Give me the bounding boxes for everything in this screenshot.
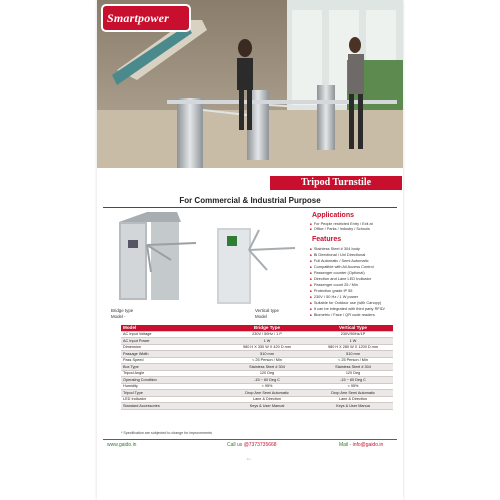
- applications-title: Applications: [312, 212, 355, 219]
- product-subtitle: For Commercial & Industrial Purpose: [179, 196, 321, 205]
- bridge-value: < 95%: [221, 383, 313, 390]
- row-label: Humidity: [121, 383, 221, 390]
- application-item: ■ For People restricted Entry / Exit at: [310, 222, 402, 227]
- divider: [103, 207, 397, 208]
- features-title: Features: [312, 236, 342, 243]
- bridge-turnstile-image: [111, 210, 201, 306]
- row-label: Standard Accessories: [121, 403, 221, 410]
- feature-item: ■ It can be integrated with third party RFID/: [310, 306, 402, 311]
- bridge-value: Keys & User Manual: [221, 403, 313, 410]
- row-label: AC Input Voltage: [121, 331, 221, 338]
- bridge-value: 510 mm: [221, 351, 313, 358]
- feature-item: ■ Bi Directional / Uni Directional: [310, 252, 402, 257]
- product-brochure-page: [97, 0, 403, 500]
- vertical-value: Drop Arm Semi Automatic: [313, 390, 393, 397]
- row-label: Tripod Angle: [121, 370, 221, 377]
- feature-item: ■ 230V / 50 Hz / 1 W power: [310, 294, 402, 299]
- vertical-value: 980 H X 280 W X 1200 D mm: [313, 344, 393, 351]
- vertical-caption-line-2: Model: [255, 314, 267, 319]
- row-label: Box Type: [121, 364, 221, 371]
- bridge-value: -15 ~ 60 Deg C: [221, 377, 313, 384]
- footer-phone[interactable]: [227, 442, 277, 448]
- feature-item: ■ Suitable for Outdoor use (with Canopy): [310, 300, 402, 305]
- feature-item: ■ Passenger count 25 / Min: [310, 282, 402, 287]
- bridge-value: Drop Arm Semi Automatic: [221, 390, 313, 397]
- product-name: Tripod Turnstile: [300, 177, 372, 188]
- row-label: Dimension: [121, 344, 221, 351]
- vertical-value: < 95%: [313, 383, 393, 390]
- vertical-value: Lane & Direction: [313, 396, 393, 403]
- bridge-value: < 25 Person / Min: [221, 357, 313, 364]
- footer-website[interactable]: www.gaido.in: [107, 442, 137, 448]
- column-header: Bridge Type: [221, 325, 313, 331]
- bridge-value: 980 H X 330 W X 420 D mm: [221, 344, 313, 351]
- bridge-value: 230V / 50Hz / 1 P: [221, 331, 313, 338]
- vertical-value: < 25 Person / Min: [313, 357, 393, 364]
- footer-email[interactable]: [339, 442, 383, 448]
- bridge-caption-line-1: Bridge type: [111, 308, 134, 313]
- feature-item: ■ Stainless Steel # 304 body: [310, 246, 402, 251]
- column-header: Vertical Type: [313, 325, 393, 331]
- mail-address: info@gaido.in: [352, 442, 384, 448]
- brand-logo-text: Smartpower: [107, 11, 170, 25]
- vertical-value: 230V/50Hz/1P: [313, 331, 393, 338]
- bridge-value: Lane & Direction: [221, 396, 313, 403]
- row-label: AC Input Power: [121, 338, 221, 345]
- call-label: Call us: [227, 442, 243, 448]
- bridge-value: 120 Deg: [221, 370, 313, 377]
- vertical-value: Stainless Steel # 304: [313, 364, 393, 371]
- feature-item: ■ Direction and Lane LED Indicator: [310, 276, 402, 281]
- brand-logo: [101, 4, 191, 32]
- table-row: [121, 403, 393, 410]
- feature-item: ■ Biometric / Face / QR code readers: [310, 312, 402, 317]
- row-label: Passage Width: [121, 351, 221, 358]
- feature-item: ■ Passenger counter (Optional): [310, 270, 402, 275]
- feature-item: ■ Compatible with All Access Control: [310, 264, 402, 269]
- specification-note: * Specification are subjected to change for improvements: [121, 431, 212, 435]
- feature-item: ■ Protection grade IP 55: [310, 288, 402, 293]
- specification-table: [121, 325, 393, 410]
- bridge-value: Stainless Steel # 304: [221, 364, 313, 371]
- vertical-turnstile-image: [209, 222, 301, 308]
- vertical-value: 1 W: [313, 338, 393, 345]
- feature-item: ■ Full Automatic / Semi Automatic: [310, 258, 402, 263]
- row-label: Pass Speed: [121, 357, 221, 364]
- bridge-value: 1 W: [221, 338, 313, 345]
- bridge-caption: [111, 308, 133, 320]
- application-item: ■ Office / Parks / Industry / Schools: [310, 227, 402, 232]
- row-label: Tripod Type: [121, 390, 221, 397]
- bridge-caption-line-2: Model -: [111, 314, 126, 319]
- column-header: Model: [121, 325, 221, 331]
- row-label: Operating Condition: [121, 377, 221, 384]
- vertical-value: 510 mm: [313, 351, 393, 358]
- hero-photo: [97, 0, 403, 168]
- vertical-value: -15 ~ 60 Deg C: [313, 377, 393, 384]
- product-name-banner: [270, 176, 402, 190]
- call-number: @7373735668: [243, 442, 277, 448]
- vertical-caption-line-1: Vertical type: [255, 308, 279, 313]
- vertical-caption: [255, 308, 279, 320]
- row-label: LED Indicator: [121, 396, 221, 403]
- vertical-value: 120 Deg: [313, 370, 393, 377]
- footer-divider: [103, 439, 397, 440]
- vertical-value: Keys & User Manua: [313, 403, 393, 410]
- mail-label: Mail -: [339, 442, 352, 448]
- page-number: - 11 -: [245, 457, 252, 461]
